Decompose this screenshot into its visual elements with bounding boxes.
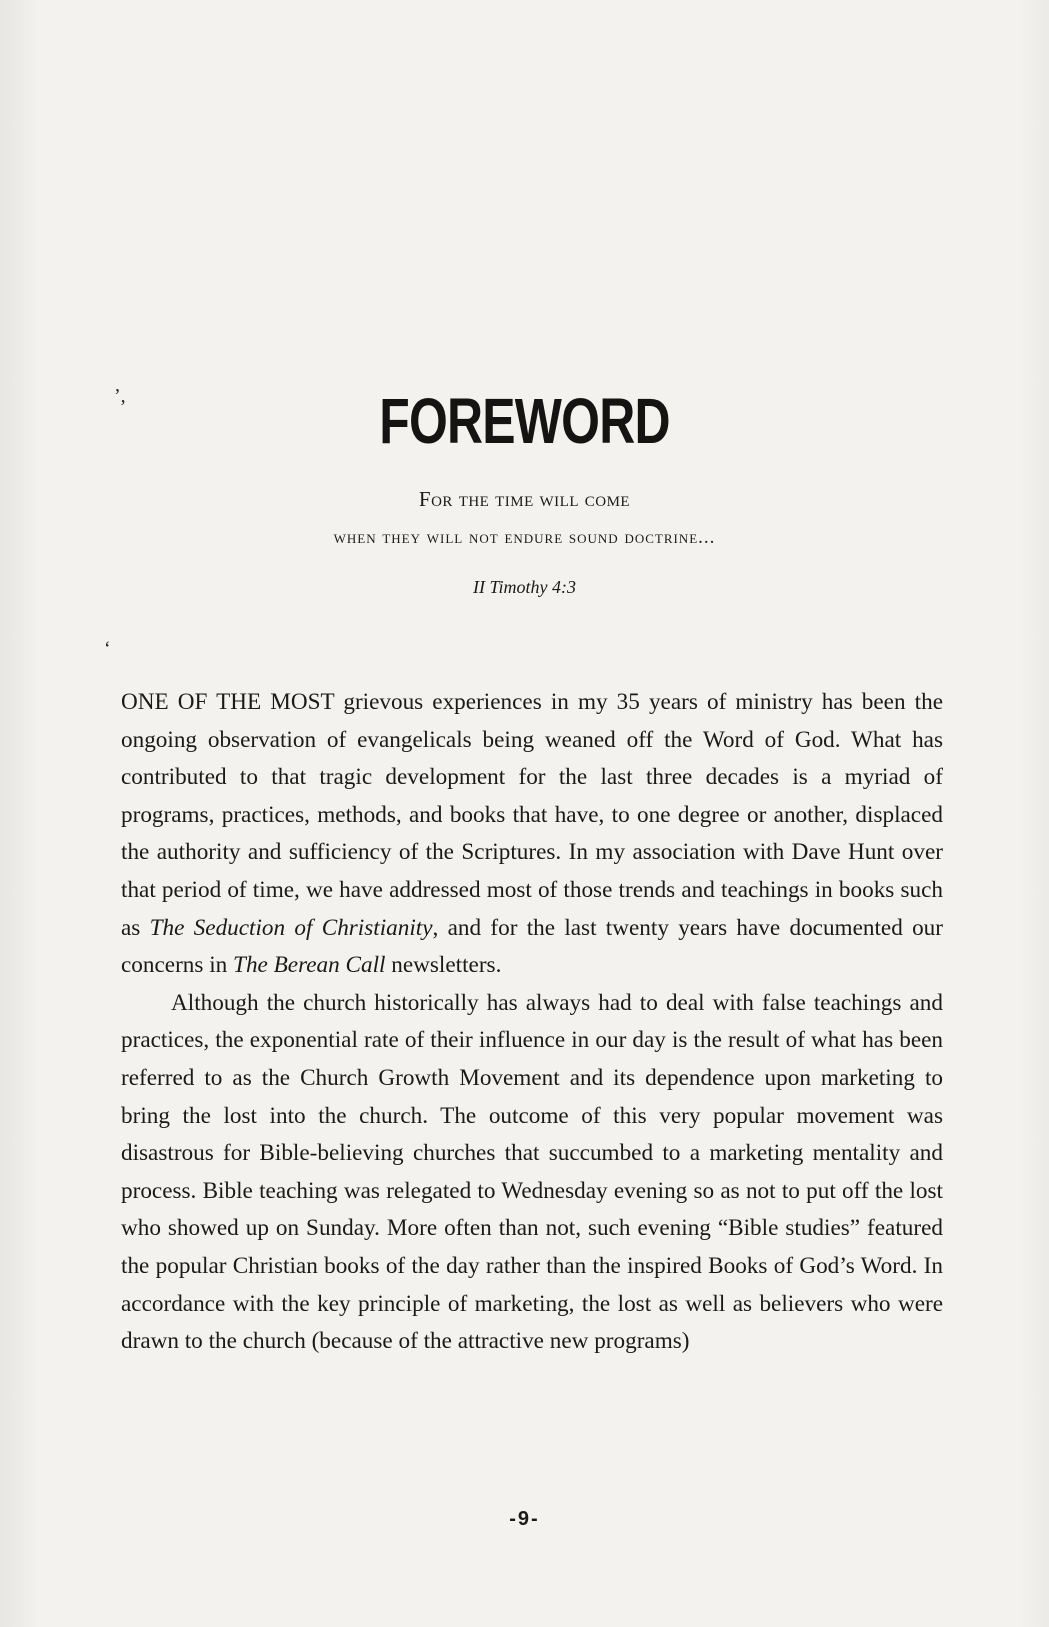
page-number: -9- [509,1508,540,1530]
stray-ink-mark: ‘ [104,638,111,660]
body-text [121,684,943,1361]
paragraph-1-text-a: grievous experiences in my 35 years of ministry has been the ongoing observation of evangelicals being weaned off the Word of God. What has contributed to that tragic development for the last three decades is a myriad of programs, practices, methods, and books that have, to one degree or another, displaced the authority and sufficiency of the Scriptures. In my association with Dave Hunt over that period of time, we have addressed most of those trends and teachings in books such as [121,689,943,941]
epigraph-line-1: For the time will come [418,487,631,511]
paragraph-2: Although the church historically has always had to deal with false teachings and practices, the exponential rate of their influence in our day is the result of what has been referred to as the Church Growth Movement and its dependence upon marketing to bring the lost into the church. The outcome of this very popular movement was disastrous for Bible-believing churches that succumbed to a marketing mentality and process. Bible teaching was relegated to Wednesday evening so as not to put off the lost who showed up on Sunday. More often than not, such evening “Bible studies” featured the popular Christian books of the day rather than the inspired Books of God’s Word. In accordance with the key principle of marketing, the lost as well as believers who were drawn to the church (because of the attractive new programs) [121,989,943,1355]
paragraph-1-text-c: newsletters. [385,952,502,979]
lead-in-caps: ONE OF THE MOST [121,689,335,715]
epigraph-source: II Timothy 4:3 [473,577,576,597]
book-title-seduction: The Seduction of Christianity [149,914,433,941]
newsletter-title: The Berean Call [233,952,386,979]
chapter-title: FOREWORD [379,384,670,457]
paragraph-1 [121,684,943,985]
stray-ink-mark: ’, [114,385,126,407]
epigraph-line-2: when they will not endure sound doctrine... [333,527,716,548]
paragraph-1-text-b: , and for the last twenty years have documented our concerns in [121,914,943,979]
